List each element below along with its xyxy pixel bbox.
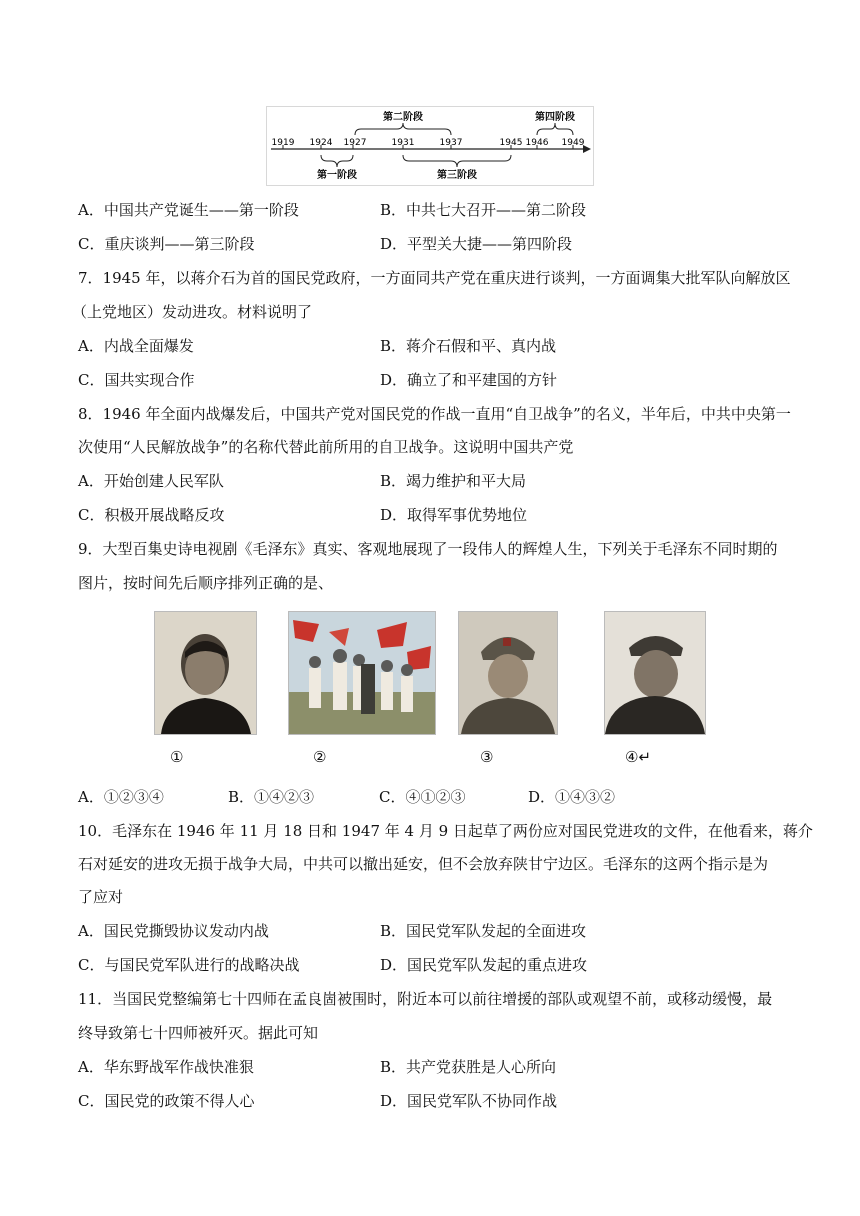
- brace-stage-4: [537, 123, 573, 135]
- q11-option-b: B．共产党获胜是人心所向: [380, 1058, 557, 1076]
- q7-stem-line-1: 7．1945 年，以蒋介石为首的国民党政府，一方面同共产党在重庆进行谈判，一方面调集大批军队向解放区: [78, 269, 791, 287]
- year-label-1931: 1931: [391, 138, 415, 148]
- q10-option-d: D．国民党军队发起的重点进攻: [380, 956, 588, 974]
- photo-1-portrait: [154, 611, 257, 735]
- year-label-1919: 1919: [271, 138, 295, 148]
- stage-1-label: 第一阶段: [317, 170, 357, 181]
- photo-4-portrait: [604, 611, 706, 735]
- q11-option-a: A．华东野战军作战快准狠: [78, 1058, 254, 1076]
- q10-stem-line-3: 了应对: [78, 888, 124, 906]
- q6-option-d: D．平型关大捷——第四阶段: [380, 235, 573, 253]
- q10-option-b: B．国民党军队发起的全面进攻: [380, 922, 587, 940]
- q6-option-a: A．中国共产党诞生——第一阶段: [78, 201, 299, 219]
- q10-stem-line-2: 石对延安的进攻无损于战争大局，中共可以撤出延安，但不会放弃陕甘宁边区。毛泽东的这两个指示是为: [78, 855, 769, 873]
- year-label-1927: 1927: [343, 138, 367, 148]
- photo-label-3: ③: [480, 748, 494, 766]
- brace-stage-3: [403, 155, 511, 167]
- q9-option-b: B．①④②③: [228, 788, 315, 806]
- photo-label-2: ②: [313, 748, 327, 766]
- year-label-1937: 1937: [439, 138, 463, 148]
- year-label-1946: 1946: [525, 138, 549, 148]
- q10-option-a: A．国民党撕毁协议发动内战: [78, 922, 269, 940]
- q8-stem-line-2: 次使用“人民解放战争”的名称代替此前所用的自卫战争。这说明中国共产党: [78, 438, 574, 456]
- photo-3-portrait: [458, 611, 558, 735]
- year-label-1924: 1924: [309, 138, 333, 148]
- year-label-1949: 1949: [561, 138, 585, 148]
- timeline-figure: [266, 106, 594, 186]
- q6-option-b: B．中共七大召开——第二阶段: [380, 201, 587, 219]
- stage-2-label: 第二阶段: [383, 112, 423, 123]
- q7-option-a: A．内战全面爆发: [78, 337, 194, 355]
- q11-stem-line-2: 终导致第七十四师被歼灭。据此可知: [78, 1024, 319, 1042]
- brace-stage-1: [321, 155, 353, 167]
- q8-option-d: D．取得军事优势地位: [380, 506, 528, 524]
- q11-option-d: D．国民党军队不协同作战: [380, 1092, 558, 1110]
- stage-3-label: 第三阶段: [437, 170, 477, 181]
- q7-option-d: D．确立了和平建国的方针: [380, 371, 558, 389]
- photo-label-1: ①: [170, 748, 184, 766]
- q7-stem-line-2: （上党地区）发动进攻。材料说明了: [72, 303, 313, 321]
- q8-option-a: A．开始创建人民军队: [78, 472, 224, 490]
- q9-stem-line-2: 图片，按时间先后顺序排列正确的是、: [78, 574, 334, 592]
- q8-option-c: C．积极开展战略反攻: [78, 506, 225, 524]
- brace-stage-2: [355, 123, 451, 135]
- q9-option-c: C．④①②③: [379, 788, 466, 806]
- q6-option-c: C．重庆谈判——第三阶段: [78, 235, 255, 253]
- q10-option-c: C．与国民党军队进行的战略决战: [78, 956, 300, 974]
- year-label-1945: 1945: [499, 138, 523, 148]
- q11-stem-line-1: 11．当国民党整编第七十四师在孟良崮被围时，附近本可以前往增援的部队或观望不前，或移动缓慢，最: [78, 990, 773, 1008]
- timeline-svg: [267, 107, 593, 185]
- q10-stem-line-1: 10．毛泽东在 1946 年 11 月 18 日和 1947 年 4 月 9 日起草了两份应对国民党进攻的文件，在他看来，蒋介: [78, 822, 813, 840]
- q9-option-a: A．①②③④: [78, 788, 164, 806]
- stage-4-label: 第四阶段: [535, 112, 575, 123]
- q11-option-c: C．国民党的政策不得人心: [78, 1092, 255, 1110]
- q7-option-c: C．国共实现合作: [78, 371, 195, 389]
- q8-option-b: B．竭力维护和平大局: [380, 472, 527, 490]
- q9-stem-line-1: 9．大型百集史诗电视剧《毛泽东》真实、客观地展现了一段伟人的辉煌人生，下列关于毛泽东不同时期的: [78, 540, 778, 558]
- q8-stem-line-1: 8．1946 年全面内战爆发后，中国共产党对国民党的作战一直用“自卫战争”的名义，半年后，中共中央第一: [78, 405, 791, 423]
- photo-label-4: ④↵: [625, 748, 652, 766]
- photo-2-painting: [288, 611, 436, 735]
- q7-option-b: B．蒋介石假和平、真内战: [380, 337, 557, 355]
- q9-option-d: D．①④③②: [528, 788, 616, 806]
